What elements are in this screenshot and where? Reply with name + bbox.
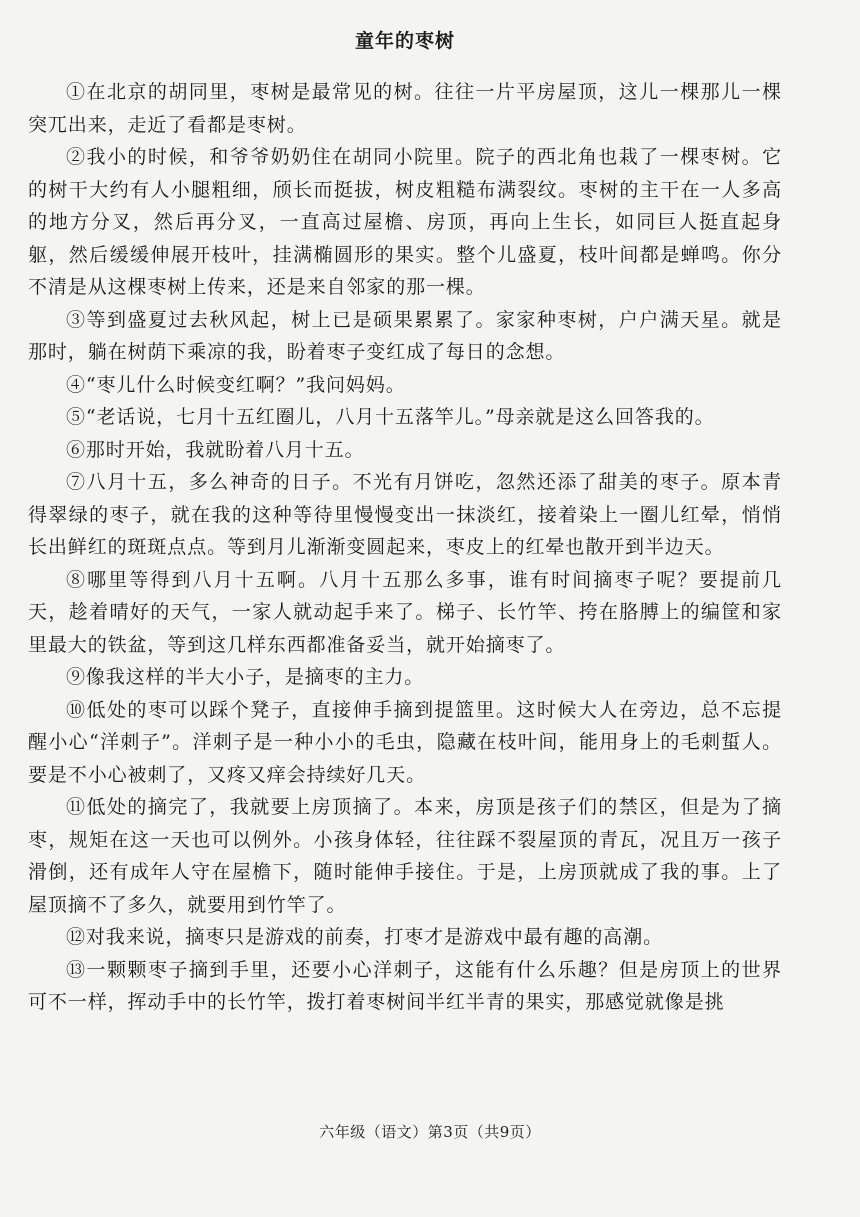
article-title: 童年的枣树 [354,30,455,52]
paragraph-9: ⑨像我这样的半大小子，是摘枣的主力。 [66,666,425,688]
paragraph-8: ⑧哪里等得到八月十五啊。八月十五那么多事，谁有时间摘枣子呢？要提前几天，趁着晴好的天气，一家人就动起手来了。梯子、长竹竿、挎在胳膊上的编筐和家里最大的铁盆，等到这几样东西都准备妥当，就开始摘枣了。 [28,568,782,656]
paragraph-6: ⑥那时开始，我就盼着八月十五。 [66,438,365,461]
paragraph-12: ⑫对我来说，摘枣只是游戏的前奏，打枣才是游戏中最有趣的高潮。 [66,926,664,948]
paragraph-11: ⑪低处的摘完了，我就要上房顶摘了。本来，房顶是孩子们的禁区，但是为了摘枣，规矩在这一天也可以例外。小孩身体轻，往往踩不裂屋顶的青瓦，况且万一孩子滑倒，还有成年人守在屋檐下，随时能伸手接住。于是，上房顶就成了我的事。上了屋顶摘不了多久，就要用到竹竿了。 [28,796,782,916]
paragraph-5: ⑤“老话说，七月十五红圈儿，八月十五落竿儿。”母亲就是这么回答我的。 [66,406,715,428]
paragraph-2: ②我小的时候，和爷爷奶奶住在胡同小院里。院子的西北角也栽了一棵枣树。它的树干大约有人小腿粗细，颀长而挺拔，树皮粗糙布满裂纹。枣树的主干在一人多高的地方分叉，然后再分叉，一直高过屋檐、房顶，再向上生长，如同巨人挺直起身躯，然后缓缓伸展开枝叶，挂满椭圆形的果实。整个儿盛夏，枝叶间都是蝉鸣。你分不清是从这棵枣树上传来，还是来自邻家的那一棵。 [28,146,782,298]
article-body [28,76,782,1019]
paragraph-13: ⑬一颗颗枣子摘到手里，还要小心洋刺子，这能有什么乐趣？但是房顶上的世界可不一样，挥动手中的长竹竿，拨打着枣树间半红半青的果实，那感觉就像是挑 [28,958,782,1013]
paragraph-10: ⑩低处的枣可以踩个凳子，直接伸手摘到提篮里。这时候大人在旁边，总不忘提醒小心“洋刺子”。洋刺子是一种小小的毛虫，隐藏在枝叶间，能用身上的毛刺蜇人。要是不小心被刺了，又疼又痒会持续好几天。 [28,698,782,786]
paragraph-3: ③等到盛夏过去秋风起，树上已是硕果累累了。家家种枣树，户户满天星。就是那时，躺在树荫下乘凉的我，盼着枣子变红成了每日的念想。 [28,308,782,363]
paragraph-7: ⑦八月十五，多么神奇的日子。不光有月饼吃，忽然还添了甜美的枣子。原本青得翠绿的枣子，就在我的这种等待里慢慢变出一抹淡红，接着染上一圈儿红晕，悄悄长出鲜红的斑斑点点。等到月儿渐渐变圆起来，枣皮上的红晕也散开到半边天。 [28,471,782,558]
paragraph-4: ④“枣儿什么时候变红啊？”我问妈妈。 [66,373,406,396]
paragraph-1: ①在北京的胡同里，枣树是最常见的树。往往一片平房屋顶，这儿一棵那儿一棵突兀出来，走近了看都是枣树。 [28,81,782,136]
page-footer: 六年级（语文）第3页（共9页） [319,1123,541,1141]
